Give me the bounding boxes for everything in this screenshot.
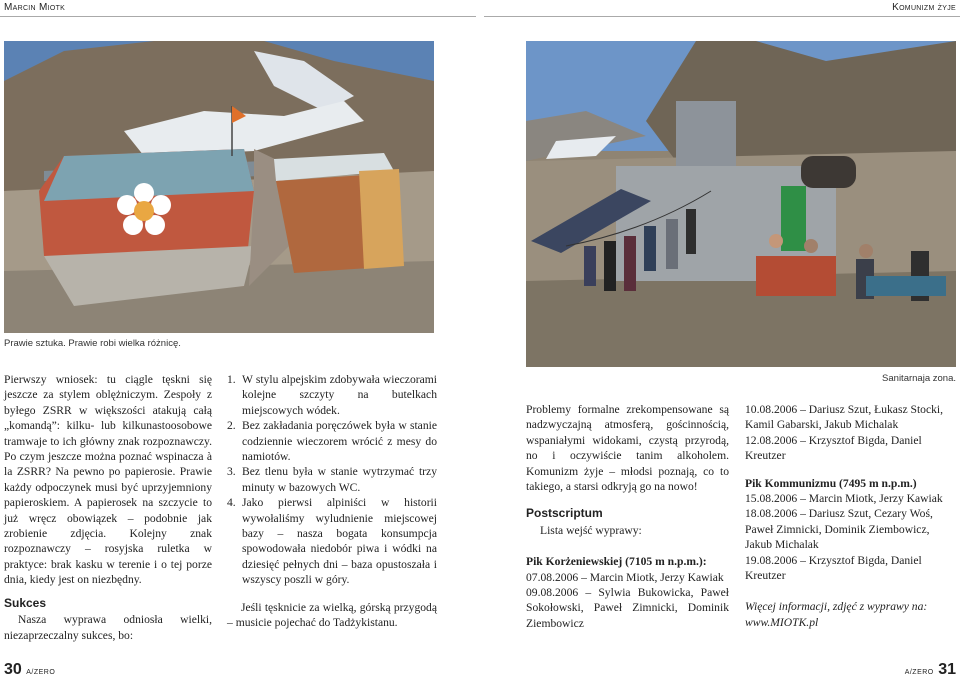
magazine-name-right: A/ZERO xyxy=(904,669,934,676)
list-item xyxy=(227,464,437,495)
ascent-date: 12.08.2006 xyxy=(745,433,798,447)
ascent-climbers: Dariusz Szut, Cezary Woś, Paweł Zimnicki, Dominik Ziembowicz, Jakub Michalak xyxy=(745,507,933,552)
left-intro-paragraph: Pierwszy wniosek: tu ciągle tęskni się jeszcze za stylem oblężniczym. Zespoły z byłego ZSRR w większości atakują całą „komandą”: kilku- lub kilkunastoosobowe tramwaje to ich główny znak rozpoznawczy. Po czym jeszcze można poznać wspinacza à la ZSRR? Na pewno po papierosie. Prawie każdy odpoczynek musi być uprzyjemniony papieroskiem. A papierosek na szczycie to już wręcz obowiązek – podobnie jak zrobienie zdjęcia. Kolejny znak rozpoznawczy – rosyjska ruletka w praktyce: brak kasku w terenie i o tej porze dnia, kiedy jest on niezbędny. xyxy=(4,373,212,587)
list-item-text: Jako pierwsi alpiniści w historii wywołaliśmy wyludnienie miejscowej bazy – nasza bogata konsumpcja spowodowała niedobór piwa i wódki na dziesięć pełnych dni – baza opustoszała i wszyscy poszli w góry. xyxy=(242,496,437,587)
list-item-text: Bez zakładania poręczówek była w stanie codziennie wieczorem wrócić z mesy do namiotów. xyxy=(242,419,437,464)
running-head-right: Komunizm żyje xyxy=(892,2,956,13)
ascent-entry: 12.08.2006 – Krzysztof Bigda, Daniel Kreutzer xyxy=(745,433,922,463)
header-rule-right xyxy=(484,16,960,17)
left-success-paragraph: Nasza wyprawa odniosła wielki, niezaprzeczalny sukces, bo: xyxy=(4,613,212,642)
more-info-link[interactable]: Więcej informacji, zdjęć z wyprawy na: www.MIOTK.pl xyxy=(745,600,928,629)
header-rule-left xyxy=(0,16,476,17)
left-column-2 xyxy=(227,372,437,631)
list-item xyxy=(227,495,437,587)
peak-kommunizmu: Pik Kommunizmu (7495 m n.p.m.) xyxy=(745,476,917,490)
heading-sukces: Sukces xyxy=(4,595,47,610)
ascent-date: 18.08.2006 xyxy=(745,507,798,521)
ascent-climbers: Marcin Miotk, Jerzy Kawiak xyxy=(808,492,943,506)
heading-postscriptum: Postscriptum xyxy=(526,506,603,521)
ascent-entry xyxy=(526,585,729,631)
ascents-subheading: Lista wejść wyprawy: xyxy=(540,523,642,537)
right-column-1 xyxy=(526,402,729,631)
page-number-right: 31 xyxy=(938,661,956,678)
list-item-text: W stylu alpejskim zdobywała wieczorami kolejne szczyty na butelkach miejscowych wódek. xyxy=(242,373,437,417)
list-item-text: Bez tlenu była w stanie wytrzymać trzy minuty w bazowych WC. xyxy=(242,465,437,494)
folio-left xyxy=(4,661,55,679)
closing-paragraph: Jeśli tęsknicie za wielką, górską przygodą – musicie pojechać do Tadżykistanu. xyxy=(227,600,437,630)
ascent-date: 15.08.2006 xyxy=(745,492,798,506)
ascent-entry xyxy=(526,570,729,585)
list-item xyxy=(227,418,437,464)
page-number-left: 30 xyxy=(4,661,22,678)
ascent-climbers: Krzysztof Bigda, Daniel Kreutzer xyxy=(745,433,922,463)
list-item xyxy=(227,372,437,418)
ascent-date: 19.08.2006 xyxy=(745,553,798,567)
photo-caption-left: Prawie sztuka. Prawie robi wielka różnicę. xyxy=(4,338,181,349)
ascent-climbers: – Marcin Miotk, Jerzy Kawiak xyxy=(581,570,724,584)
folio-right xyxy=(905,661,956,679)
ascent-entry: 10.08.2006 – Dariusz Szut, Łukasz Stocki, Kamil Gabarski, Jakub Michalak xyxy=(745,403,944,432)
ascent-date: 09.08.2006 xyxy=(526,586,579,600)
peak-korzeniewskiej: Pik Korżeniewskiej (7105 m n.p.m.): xyxy=(526,555,707,569)
list-item-number: 3. xyxy=(227,465,236,479)
list-item-number: 2. xyxy=(227,419,236,433)
running-head-left: Marcin Miotk xyxy=(4,2,66,13)
ascent-entry: 19.08.2006 – Krzysztof Bigda, Daniel Kreutzer xyxy=(745,553,922,583)
ascent-climbers: Krzysztof Bigda, Daniel Kreutzer xyxy=(745,553,922,583)
photo-sanitary-zone xyxy=(526,41,956,367)
ascent-climbers: – Sylwia Bukowicka, Paweł Sokołowski, Paweł Zimnicki, Dominik Ziembowicz xyxy=(526,586,729,630)
list-item-number: 4. xyxy=(227,496,236,510)
success-list xyxy=(227,372,437,588)
photo-painted-huts xyxy=(4,41,434,333)
right-intro-paragraph: Problemy formalne zrekompensowane są nadzwyczajną atmosferą, gościnnością, wspaniałymi widokami, czystą przyrodą, no i oczywiście tanim alkoholem. Komunizm żyje – młodsi poznają, co to takiego, a starsi odkryją go na nowo! xyxy=(526,403,729,494)
magazine-name-left: A/ZERO xyxy=(26,669,56,676)
photo-caption-right: Sanitarnaja zona. xyxy=(882,373,956,384)
ascent-entry: 15.08.2006 – Marcin Miotk, Jerzy Kawiak xyxy=(745,492,943,506)
ascent-date: 10.08.2006 xyxy=(745,403,798,416)
right-column-2 xyxy=(745,402,957,630)
ascent-entry: 18.08.2006 – Dariusz Szut, Cezary Woś, Paweł Zimnicki, Dominik Ziembowicz, Jakub Michalak xyxy=(745,507,933,552)
list-item-number: 1. xyxy=(227,373,236,386)
left-column-1 xyxy=(4,372,212,643)
ascent-climbers: Dariusz Szut, Łukasz Stocki, Kamil Gabarski, Jakub Michalak xyxy=(745,403,944,432)
ascent-date: 07.08.2006 xyxy=(526,570,579,584)
